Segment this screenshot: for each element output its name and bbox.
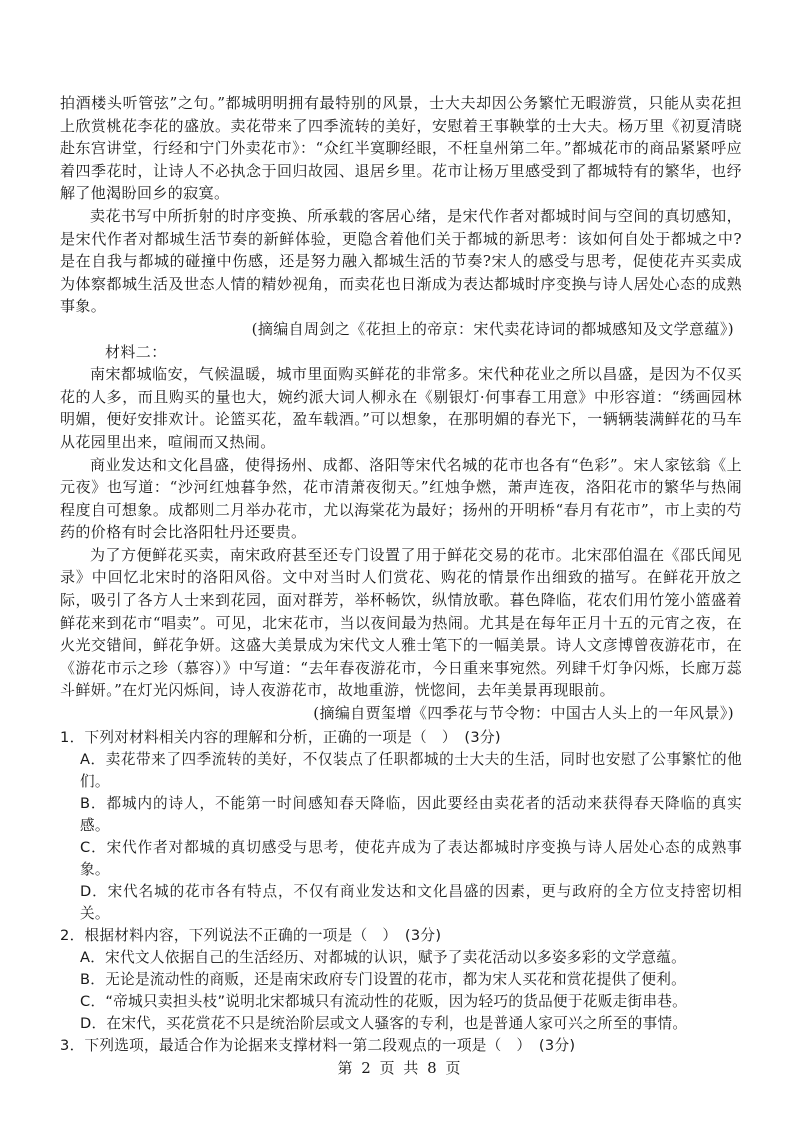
question-3: [60, 1035, 742, 1057]
passage-two-paragraph-3: 为了方便鲜花买卖，南宋政府甚至还专门设置了用于鲜花交易的花市。北宋邵伯温在《邵氏闻见录》中回忆北宋时的洛阳风俗。文中对当时人们赏花、购花的情景作出细致的描写。在鲜花开放之际，吸引了各方人士来到花园，面对群芳，举杯畅饮，纵情放歌。暮色降临，花农们用竹笼小篮盛着鲜花来到花市“唱卖”。可见，北宋花市，当以夜间最为热闹。尤其是在每年正月十五的元宵之夜，在火光交错间，鲜花争妍。这盛大美景成为宋代文人雅士笔下的一幅美景。诗人文彦博曾夜游花市，在《游花市示之珍（慕容）》中写道：“去年春夜游花市，今日重来事宛然。列肆千灯争闪烁，长廊万蕊斗鲜妍。”在灯光闪烁间，诗人夜游花市，故地重游，恍惚间，去年美景再现眼前。: [60, 545, 742, 700]
page-number-footer: 第 2 页 共 8 页: [337, 1059, 463, 1077]
question-2-stem: 2．根据材料内容，下列说法不正确的一项是（ ） (3分): [60, 926, 442, 944]
passage-one-paragraph-2: 卖花书写中所折射的时序变换、所承载的客居心绪，是宋代作者对都城时间与空间的真切感知，是宋代作者对都城生活节奏的新鲜体验，更隐含着他们关于都城的新思考：该如何自处于都城之中?是在自我与都城的碰撞中伤感，还是努力融入都城生活的节奏?宋人的感受与思考，促使花卉买卖成为体察都城生活及世态人情的精妙视角，而卖花也日渐成为表达都城时序变换与诗人居处心态的成熟事象。: [60, 206, 742, 316]
question-2-option-a: A．宋代文人依据自己的生活经历、对都城的认识，赋予了卖花活动以多姿多彩的文学意蕴。: [80, 948, 687, 966]
question-3-stem: 3．下列选项，最适合作为论据来支撑材料一第二段观点的一项是（ ） (3分): [60, 1036, 576, 1054]
question-2: [60, 925, 742, 1035]
passage-two-paragraph-1: 南宋都城临安，气候温暖，城市里面购买鲜花的非常多。宋代种花业之所以昌盛，是因为不仅买花的人多，而且购买的量也大，婉约派大词人柳永在《剔银灯·何事春工用意》中形容道：“绣画园林明媚，便好安排欢计。论篮买花，盈车载酒。”可以想象，在那明媚的春光下，一辆辆装满鲜花的马车从花园里出来，喧闹而又热闹。: [60, 365, 742, 451]
passage-two-label: 材料二：: [105, 342, 167, 361]
question-1-stem: 1．下列对材料相关内容的理解和分析，正确的一项是（ ） (3分): [60, 728, 501, 746]
question-2-option-c: C．“帝城只卖担头枝”说明北宋都城只有流动性的花贩，因为轻巧的货品便于花贩走街串巷。: [80, 992, 688, 1010]
passage-two-paragraph-2: 商业发达和文化昌盛，使得扬州、成都、洛阳等宋代名城的花市也各有“色彩”。宋人家铉翁《上元夜》也写道：“沙河红烛暮争然，花市清萧夜彻天。”红烛争燃，萧声连夜，洛阳花市的繁华与热闹程度自可想象。成都则二月举办花市，尤以海棠花为最好；扬州的开明桥“春月有花市”，市上卖的芍药的价格有时会比洛阳牡丹还要贵。: [60, 455, 742, 542]
question-1-option-a: A．卖花带来了四季流转的美好，不仅装点了任职都城的士大夫的生活，同时也安慰了公事繁忙的他们。: [80, 750, 742, 790]
question-1-option-b: B．都城内的诗人，不能第一时间感知春天降临，因此要经由卖花者的活动来获得春天降临的真实感。: [80, 794, 742, 834]
passage-one-source: (摘编自周剑之《花担上的帝京：宋代卖花诗词的都城感知及文学意蕴》): [251, 319, 734, 338]
question-2-option-b: B．无论是流动性的商贩，还是南宋政府专门设置的花市，都为宋人买花和赏花提供了便利。: [80, 970, 687, 988]
question-2-option-d: D．在宋代，买花赏花不只是统治阶层或文人骚客的专利，也是普通人家可兴之所至的事情。: [80, 1014, 688, 1032]
question-list: [60, 727, 742, 1057]
passage-two: [60, 341, 742, 725]
question-1-option-d: D．宋代名城的花市各有特点，不仅有商业发达和文化昌盛的因素，更与政府的全方位支持密切相关。: [80, 882, 742, 922]
question-1-option-c: C．宋代作者对都城的真切感受与思考，使花卉成为了表达都城时序变换与诗人居处心态的成熟事象。: [80, 838, 742, 878]
passage-one: [60, 92, 742, 341]
passage-two-source: (摘编自贾玺增《四季花与节令物：中国古人头上的一年风景》): [313, 704, 734, 723]
passage-one-paragraph-1: 拍酒楼头听管弦”之句。”都城明明拥有最特别的风景，士大夫却因公务繁忙无暇游赏，只能从卖花担上欣赏桃花李花的盛放。卖花带来了四季流转的美好，安慰着王事鞅掌的士大夫。杨万里《初夏清晓赴东宫讲堂，行经和宁门外卖花市》：“众红半寞聊经眼，不枉皇州第二年。”都城花市的商品紧紧呼应着四季花时，让诗人不必执念于回归故园、退居乡里。花市让杨万里感受到了都城特有的繁华，也纾解了他渴盼回乡的寂寞。: [60, 94, 742, 203]
question-1: [60, 727, 742, 925]
